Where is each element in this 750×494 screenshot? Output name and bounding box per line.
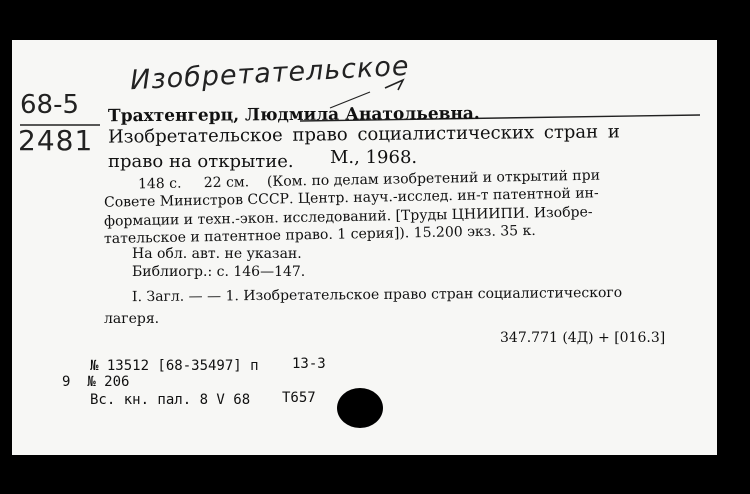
author-line: Трахтенгерц, Людмила Анатольевна. <box>107 103 480 127</box>
footer-record-number: № 13512 [68-35497] п <box>90 358 259 374</box>
note-cover: На обл. авт. не указан. <box>132 246 302 262</box>
footer-code: 13-3 <box>292 356 326 372</box>
call-number-bottom: 2481 <box>18 124 94 157</box>
collation-line-2: Совете Министров СССР. Центр. науч.-исслед. ин-т патентной ин- <box>103 185 599 211</box>
title-line-2: право на открытие. <box>108 151 294 172</box>
collation-line-4: тательское и патентное право. 1 серия]). 15.200 экз. 35 к. <box>103 222 536 248</box>
call-number-top: 68-5 <box>20 90 80 120</box>
footer-chamber: Вс. кн. пал. 8 V 68 <box>90 392 251 408</box>
subject-line-1: I. Загл. — — 1. Изобретательское право стран социалистического <box>131 284 623 306</box>
classification-code: 347.771 (4Д) + [016.3] <box>500 330 666 346</box>
imprint: М., 1968. <box>330 147 418 168</box>
collation-line-3: формации и техн.-экон. исследований. [Труды ЦНИИПИ. Изобре- <box>103 204 593 230</box>
handwritten-heading: Изобретательское <box>129 50 411 97</box>
footer-number: 9 № 206 <box>62 374 130 390</box>
footer-order: Т657 <box>282 390 316 406</box>
title-line-1: Изобретательское право социалистических стран и <box>107 121 620 148</box>
collation-line-1: 148 с. 22 см. (Ком. по делам изобретений и открытий при <box>137 167 601 193</box>
punch-hole <box>337 388 383 428</box>
note-bibliography: Библиогр.: с. 146—147. <box>132 264 306 280</box>
subject-line-2: лагеря. <box>104 311 160 327</box>
